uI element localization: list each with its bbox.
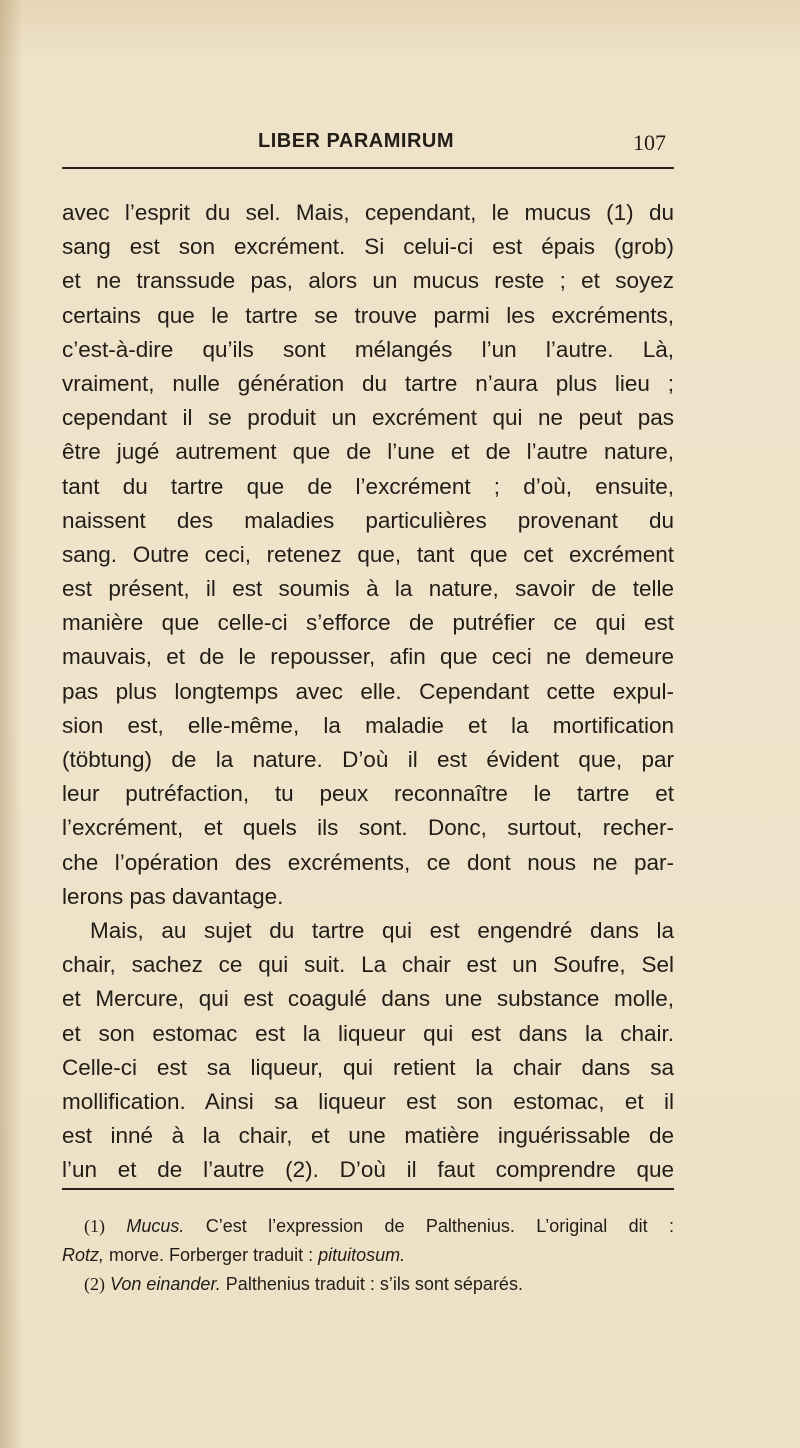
text-line: être jugé autrement que de l’une et de l’autre nature,: [62, 439, 674, 465]
footnote-text: Palthenius traduit : s’ils sont séparés.: [225, 1274, 523, 1294]
text-line: cependant il se produit un excrément qui ne peut pas: [62, 405, 674, 431]
footnote-term: Rotz,: [62, 1245, 105, 1265]
text-line: est présent, il est soumis à la nature, savoir de telle: [62, 576, 674, 602]
text-line: manière que celle-ci s’efforce de putréfier ce qui est: [62, 610, 674, 636]
text-line: certains que le tartre se trouve parmi les excréments,: [62, 302, 674, 328]
text-line: l’un et de l’autre (2). D’où il faut comprendre que: [62, 1157, 674, 1183]
text-line: est inné à la chair, et une matière inguérissable de: [62, 1123, 674, 1149]
text-line: lerons pas davantage.: [62, 883, 284, 909]
footnote-1-continued: [62, 1241, 674, 1270]
text-line: Celle-ci est sa liqueur, qui retient la chair dans sa: [62, 1054, 674, 1080]
running-title: LIBER PARAMIRUM: [258, 130, 455, 152]
text-line: et ne transsude pas, alors un mucus reste ; et soyez: [62, 268, 674, 294]
text-line: mauvais, et de le repousser, afin que ceci ne demeure: [62, 644, 674, 670]
header-rule: [62, 167, 674, 169]
text-line: Mais, au sujet du tartre qui est engendré dans la: [90, 917, 674, 943]
footnote-marker: (2): [84, 1274, 105, 1294]
footnote-marker: (1): [84, 1216, 105, 1236]
text-line: naissent des maladies particulières provenant du: [62, 507, 674, 533]
text-line: chair, sachez ce qui suit. La chair est un Soufre, Sel: [62, 952, 674, 978]
text-line: tant du tartre que de l’excrément ; d’où, ensuite,: [62, 473, 674, 499]
footnote-term: pituitosum.: [318, 1245, 406, 1265]
text-line: che l’opération des excréments, ce dont nous ne par-: [62, 849, 674, 875]
footnote-1: [62, 1212, 674, 1241]
text-line: l’excrément, et quels ils sont. Donc, surtout, recher-: [62, 815, 674, 841]
text-line: et son estomac est la liqueur qui est dans la chair.: [62, 1020, 674, 1046]
text-line: leur putréfaction, tu peux reconnaître le tartre et: [62, 781, 674, 807]
text-line: sion est, elle-même, la maladie et la mortification: [62, 712, 674, 738]
footnote-text: C’est l’expression de Palthenius. L’original dit :: [205, 1216, 674, 1236]
body-text: [62, 196, 674, 1187]
page-header: [62, 130, 672, 162]
footnote-rule: [62, 1188, 674, 1190]
page-edge-shadow: [0, 0, 22, 1448]
text-line: (töbtung) de la nature. D’où il est évident que, par: [62, 747, 674, 772]
text-line: c’est-à-dire qu’ils sont mélangés l’un l’autre. Là,: [62, 336, 674, 362]
footnote-text: morve. Forberger traduit :: [109, 1245, 314, 1265]
footnote-term: Mucus.: [126, 1216, 185, 1236]
text-line: avec l’esprit du sel. Mais, cependant, le mucus (1) du: [62, 200, 674, 225]
text-line: sang est son excrément. Si celui-ci est épais (grob): [62, 234, 674, 260]
text-line: mollification. Ainsi sa liqueur est son estomac, et il: [62, 1088, 674, 1114]
footnote-term: Von einander.: [110, 1274, 221, 1294]
text-line: et Mercure, qui est coagulé dans une substance molle,: [62, 986, 674, 1012]
text-line: vraiment, nulle génération du tartre n’aura plus lieu ;: [62, 370, 674, 396]
footnotes: [62, 1212, 674, 1299]
text-line: sang. Outre ceci, retenez que, tant que cet excrément: [62, 541, 674, 567]
page-number: 107: [633, 130, 666, 155]
text-line: pas plus longtemps avec elle. Cependant cette expul-: [62, 678, 674, 704]
footnote-2: [62, 1270, 674, 1299]
